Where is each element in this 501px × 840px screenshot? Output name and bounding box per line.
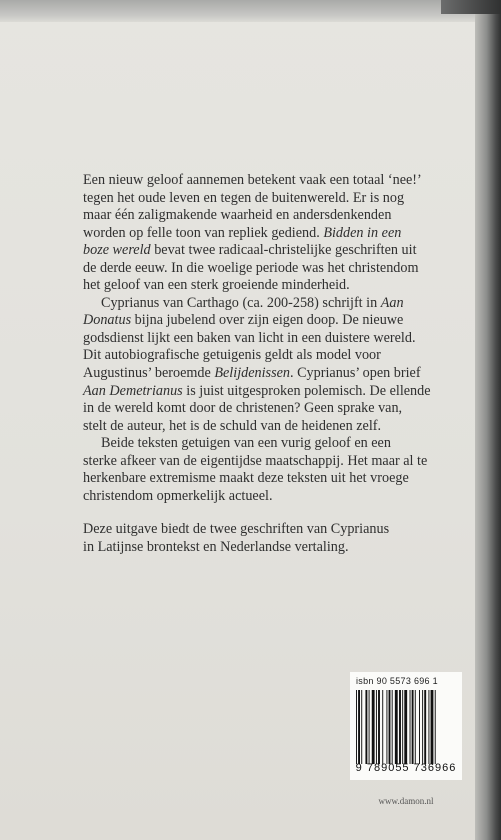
work-title-italic: Aan: [380, 294, 404, 311]
isbn-text: isbn 90 5573 696 1: [356, 676, 438, 686]
barcode-bar: [415, 690, 416, 764]
blurb-line: Een nieuw geloof aannemen betekent vaak een totaal ‘nee!’: [83, 172, 422, 188]
barcode-bar: [399, 690, 401, 764]
publisher-url: www.damon.nl: [378, 796, 434, 806]
blurb-line: bijna jubelend over zijn eigen doop. De nieuwe: [131, 312, 404, 329]
blurb-line: is juist uitgesproken polemisch. De ellende: [182, 382, 431, 399]
barcode-bar: [369, 690, 370, 764]
barcode-bar: [395, 690, 398, 764]
book-title-italic: Bidden in een: [323, 224, 402, 241]
blurb-line: worden op felle toon van repliek gediend.: [83, 224, 320, 241]
work-title-italic: Donatus: [83, 312, 132, 329]
barcode-bar: [431, 690, 434, 764]
barcode-bar: [402, 690, 403, 764]
blurb-paragraph-2: [83, 295, 463, 435]
blurb-line: Beide teksten getuigen van een vurig geloof en een: [101, 435, 391, 452]
top-shadow-band: [0, 0, 501, 22]
barcode-bar: [404, 690, 407, 764]
blurb-line: het geloof van een sterk groeiende minderheid.: [83, 277, 350, 294]
blurb-line: maar één zaligmakende waarheid en andersdenkenden: [83, 207, 392, 224]
barcode-bar: [386, 690, 387, 764]
barcode-bar: [378, 690, 380, 764]
blurb-paragraph-1: [83, 172, 463, 295]
barcode-label: [350, 672, 462, 780]
blurb-line: . Cyprianus’ open brief: [290, 365, 421, 382]
barcode-bar: [410, 690, 411, 764]
blurb-line: godsdienst lijkt een baken van licht in een duistere wereld.: [83, 329, 416, 346]
book-title-italic: boze wereld: [83, 242, 151, 259]
blurb-line: in Latijnse brontekst en Nederlandse vertaling.: [83, 538, 349, 555]
blurb-line: de derde eeuw. In die woelige periode was het christendom: [83, 259, 419, 276]
barcode-digits: 9 789055 736966: [355, 762, 457, 774]
blurb-line: christendom opmerkelijk actueel.: [83, 487, 273, 504]
blurb-line: herkenbare extremisme maakt deze teksten uit het vroege: [83, 470, 409, 487]
barcode-bar: [428, 690, 429, 764]
blurb-line: stelt de auteur, het is de schuld van de heidenen zelf.: [83, 417, 382, 434]
work-title-italic: Aan Demetrianus: [83, 382, 183, 399]
barcode-bar: [412, 690, 414, 764]
barcode-bar: [424, 690, 426, 764]
barcode-bar: [392, 690, 393, 764]
blurb-line: Dit autobiografische getuigenis geldt als model voor: [83, 347, 381, 364]
blurb-line: Deze uitgave biedt de twee geschriften van Cyprianus: [83, 521, 390, 538]
barcode-bar: [361, 690, 362, 764]
barcode-bar: [435, 690, 436, 764]
work-title-italic: Belijdenissen: [214, 365, 290, 382]
barcode-bar: [372, 690, 375, 764]
barcode-bar: [365, 690, 367, 764]
blurb-line: Augustinus’ beroemde: [83, 365, 215, 382]
barcode-bar: [358, 690, 360, 764]
barcode-bar: [356, 690, 357, 764]
barcode-bar: [422, 690, 423, 764]
blurb-line: sterke afkeer van de eigentijdse maatschappij. Het maar al te: [83, 452, 428, 469]
blurb-paragraph-4: [83, 521, 463, 556]
barcode-bars: [356, 690, 456, 764]
spine-edge-top: [441, 0, 501, 14]
blurb-paragraph-3: [83, 435, 463, 505]
blurb-line: tegen het oude leven en tegen de buitenwereld. Er is nog: [83, 189, 405, 206]
spine-edge: [475, 0, 501, 840]
blurb-line: Cyprianus van Carthago (ca. 200-258) schrijft in: [101, 294, 381, 311]
barcode-bar: [382, 690, 383, 764]
blurb-line: in de wereld komt door de christenen? Geen sprake van,: [83, 400, 403, 417]
barcode-bar: [419, 690, 420, 764]
blurb-text: [83, 172, 463, 556]
barcode-bar: [376, 690, 377, 764]
barcode-bar: [389, 690, 391, 764]
blurb-line: bevat twee radicaal-christelijke geschriften uit: [150, 242, 417, 259]
